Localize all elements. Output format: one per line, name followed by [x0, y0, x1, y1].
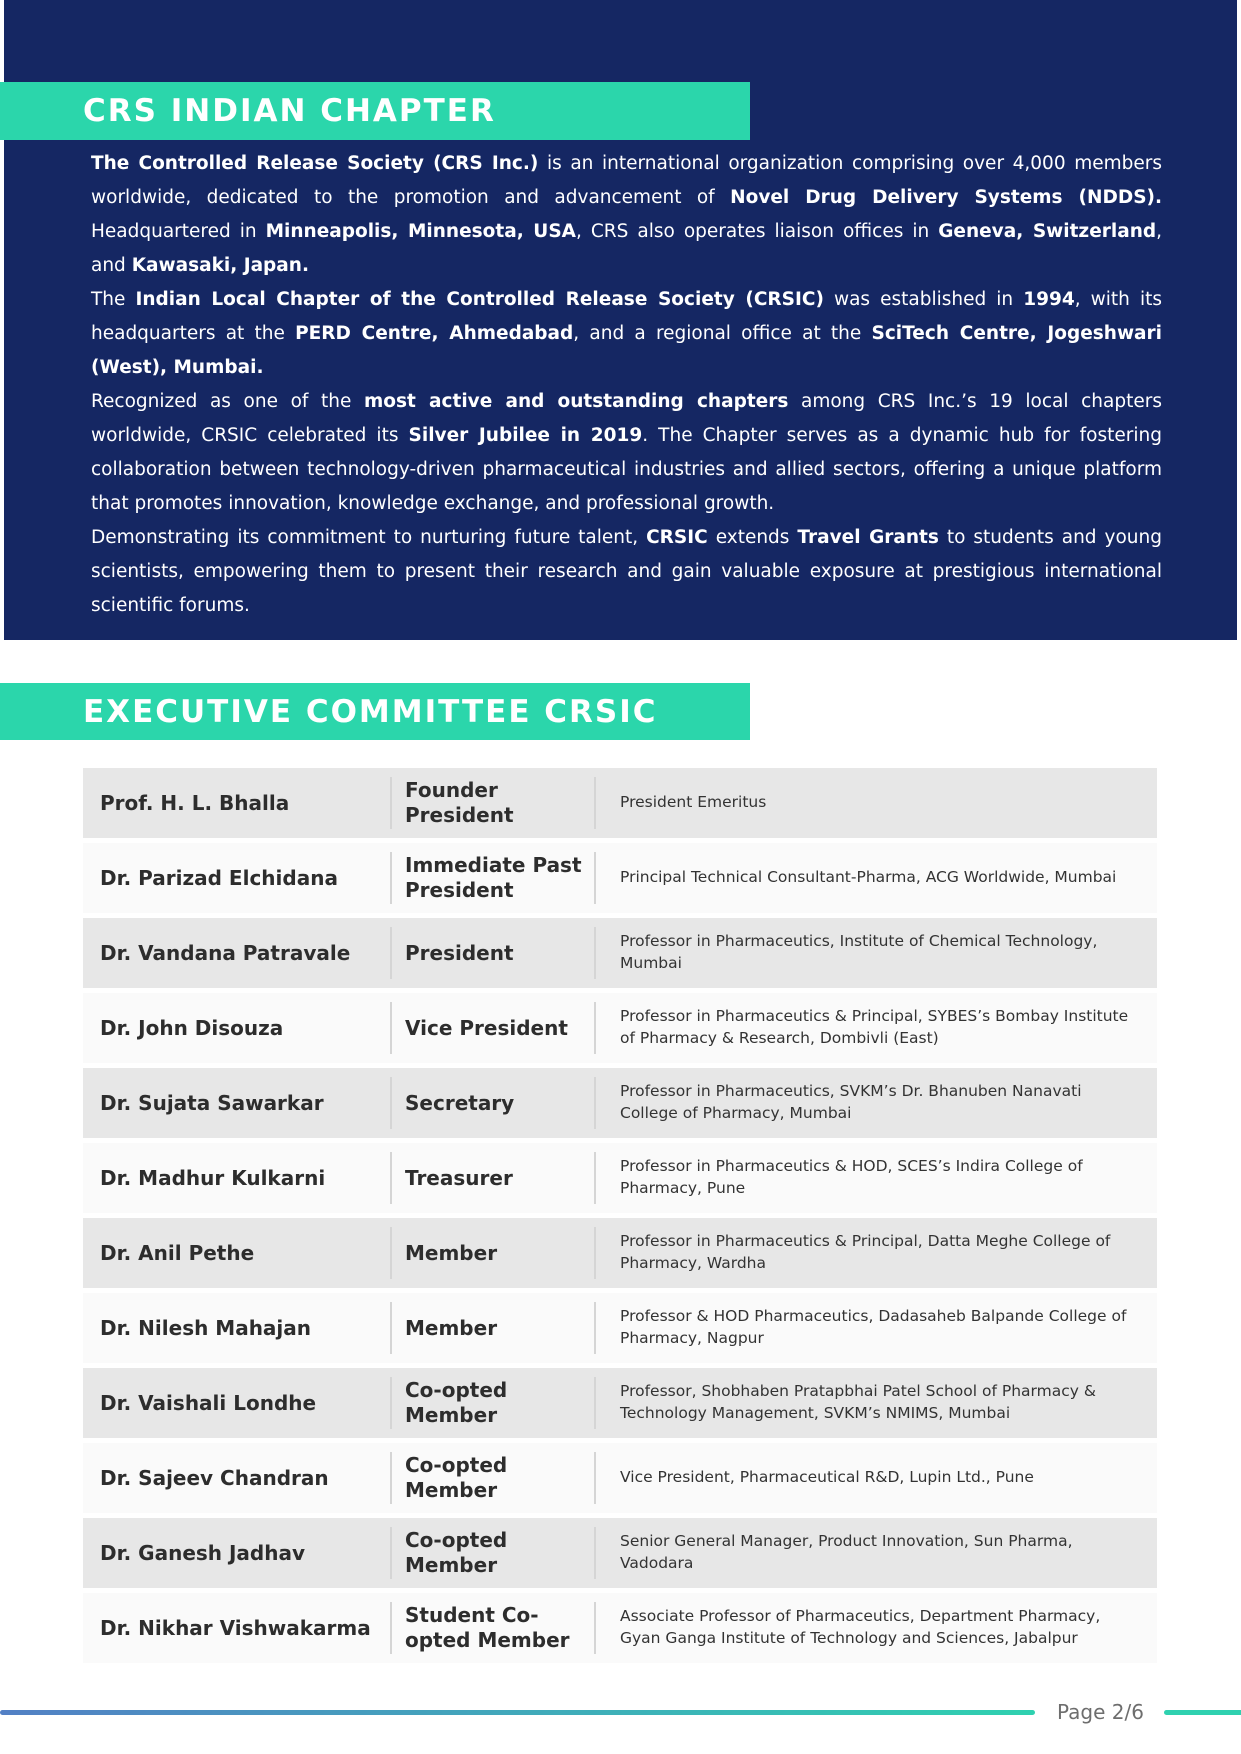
- member-description: Professor in Pharmaceutics & HOD, SCES’s Indira College of Pharmacy, Pune: [620, 1157, 1083, 1197]
- page-number: Page 2/6: [1057, 1700, 1144, 1724]
- table-row: [83, 918, 1157, 988]
- table-row: [83, 993, 1157, 1063]
- member-name: Dr. John Disouza: [100, 1015, 284, 1040]
- intro-paragraph: The Indian Local Chapter of the Controlled Release Society (CRSIC) was established in 1994, with its headquarters at the PERD Centre, Ahmedabad, and a regional office at the SciTech Centre, Jogeshwari (West), Mumbai.: [91, 289, 1162, 378]
- table-row: [83, 1368, 1157, 1438]
- member-position: Co-opted Member: [405, 1378, 508, 1427]
- member-name: Dr. Sujata Sawarkar: [100, 1090, 324, 1115]
- page-footer: [0, 1700, 1241, 1724]
- member-position: President: [405, 940, 514, 965]
- intro-paragraph: Recognized as one of the most active and outstanding chapters among CRS Inc.’s 19 local chapters worldwide, CRSIC celebrated its Silver Jubilee in 2019. The Chapter serves as a dynamic hub for fostering collaboration between technology-driven pharmaceutical industries and allied sectors, offering a unique platform that promotes innovation, knowledge exchange, and professional growth.: [91, 391, 1162, 514]
- member-position: Student Co-opted Member: [405, 1603, 570, 1652]
- section-title-executive-committee: EXECUTIVE COMMITTEE CRSIC: [83, 693, 658, 730]
- member-name: Dr. Nilesh Mahajan: [100, 1315, 312, 1340]
- intro-paragraph: The Controlled Release Society (CRS Inc.) is an international organization comprising over 4,000 members worldwide, dedicated to the promotion and advancement of Novel Drug Delivery Systems (NDDS). Headquartered in Minneapolis, Minnesota, USA, CRS also operates liaison offices in Geneva, Switzerland, and Kawasaki, Japan.: [91, 153, 1162, 276]
- member-position: Member: [405, 1315, 498, 1340]
- table-row: [83, 1443, 1157, 1513]
- member-position: Co-opted Member: [405, 1453, 508, 1502]
- member-description: Vice President, Pharmaceutical R&D, Lupin Ltd., Pune: [620, 1468, 1034, 1487]
- table-row: [83, 1293, 1157, 1363]
- table-row: [83, 843, 1157, 913]
- member-position: Co-opted Member: [405, 1528, 508, 1577]
- footer-rule-right: [1164, 1710, 1241, 1715]
- member-description: Principal Technical Consultant-Pharma, ACG Worldwide, Mumbai: [620, 868, 1117, 887]
- member-position: Vice President: [405, 1015, 568, 1040]
- member-position: Treasurer: [405, 1165, 513, 1190]
- section-banner-executive-committee: [0, 683, 750, 740]
- member-name: Dr. Nikhar Vishwakarma: [100, 1615, 371, 1640]
- intro-paragraphs: [91, 147, 1162, 623]
- section-banner-crs-indian-chapter: [0, 82, 750, 140]
- member-name: Dr. Parizad Elchidana: [100, 865, 338, 890]
- table-row: [83, 1068, 1157, 1138]
- member-description: Senior General Manager, Product Innovation, Sun Pharma, Vadodara: [620, 1532, 1073, 1572]
- table-row: [83, 768, 1157, 838]
- table-row: [83, 1143, 1157, 1213]
- member-description: Professor in Pharmaceutics & Principal, Datta Meghe College of Pharmacy, Wardha: [620, 1232, 1111, 1272]
- member-description: Professor & HOD Pharmaceutics, Dadasaheb Balpande College of Pharmacy, Nagpur: [620, 1307, 1127, 1347]
- table-row: [83, 1518, 1157, 1588]
- intro-paragraph: Demonstrating its commitment to nurturing future talent, CRSIC extends Travel Grants to students and young scientists, empowering them to present their research and gain valuable exposure at prestigious international scientific forums.: [91, 527, 1162, 616]
- member-position: Immediate Past President: [405, 853, 582, 902]
- table-row: [83, 1593, 1157, 1663]
- section-title-crs-indian-chapter: CRS INDIAN CHAPTER: [83, 93, 496, 129]
- member-description: Associate Professor of Pharmaceutics, Department Pharmacy, Gyan Ganga Institute of Technology and Sciences, Jabalpur: [620, 1607, 1101, 1647]
- member-description: Professor in Pharmaceutics & Principal, SYBES’s Bombay Institute of Pharmacy & Research, Dombivli (East): [620, 1007, 1129, 1047]
- member-name: Dr. Vandana Patravale: [100, 940, 351, 965]
- member-position: Member: [405, 1240, 498, 1265]
- member-description: Professor, Shobhaben Pratapbhai Patel School of Pharmacy & Technology Management, SVKM’s NMIMS, Mumbai: [620, 1382, 1096, 1422]
- member-description: Professor in Pharmaceutics, Institute of Chemical Technology, Mumbai: [620, 932, 1098, 972]
- member-position: Founder President: [405, 778, 514, 827]
- member-name: Prof. H. L. Bhalla: [100, 790, 290, 815]
- footer-rule-left: [0, 1710, 1035, 1715]
- member-name: Dr. Sajeev Chandran: [100, 1465, 329, 1490]
- member-position: Secretary: [405, 1090, 515, 1115]
- member-description: President Emeritus: [620, 793, 767, 812]
- member-name: Dr. Madhur Kulkarni: [100, 1165, 326, 1190]
- member-name: Dr. Ganesh Jadhav: [100, 1540, 306, 1565]
- table-row: [83, 1218, 1157, 1288]
- member-name: Dr. Vaishali Londhe: [100, 1390, 317, 1415]
- committee-table: [83, 768, 1157, 1668]
- member-description: Professor in Pharmaceutics, SVKM’s Dr. Bhanuben Nanavati College of Pharmacy, Mumbai: [620, 1082, 1082, 1122]
- member-name: Dr. Anil Pethe: [100, 1240, 255, 1265]
